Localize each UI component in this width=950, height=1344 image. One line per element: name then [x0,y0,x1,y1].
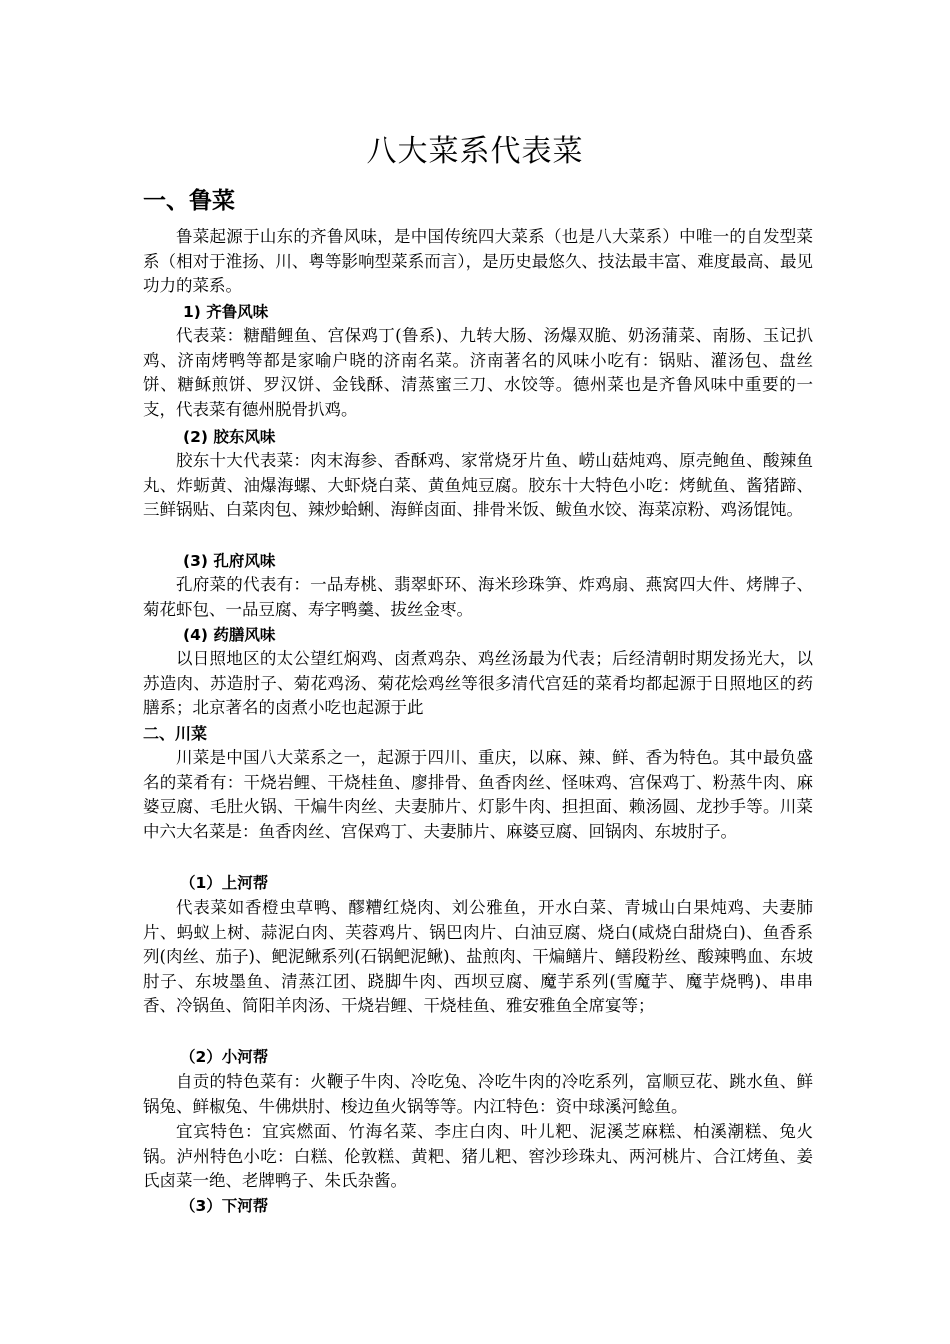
xiaohebang-text-1: 自贡的特色菜有：火鞭子牛肉、冷吃兔、冷吃牛肉的冷吃系列，富顺豆花、跳水鱼、鲜锅兔、鲜椒兔、牛佛烘肘、梭边鱼火锅等等。内江特色：资中球溪河鲶鱼。 [143,1072,813,1116]
kongfu-flavor-text: 孔府菜的代表有：一品寿桃、翡翠虾环、海米珍珠笋、炸鸡扇、燕窝四大件、烤牌子、菊花虾包、一品豆腐、寿字鸭羹、拔丝金枣。 [143,575,813,619]
subheading-xiaohebang: （2）小河帮 [180,1048,269,1066]
xiaohebang-text-2: 宜宾特色：宜宾燃面、竹海名菜、李庄白肉、叶儿粑、泥溪芝麻糕、柏溪潮糕、兔火锅。泸州特色小吃：白糕、伦敦糕、黄粑、猪儿粑、窖沙珍珠丸、两河桃片、合江烤鱼、姜氏卤菜一绝、老牌鸭子、朱氏杂酱。 [143,1122,813,1191]
subheading-yaoshan-flavor: (4) 药膳风味 [183,626,276,644]
shanghebang-text: 代表菜如香橙虫草鸭、醪糟红烧肉、刘公雅鱼，开水白菜、青城山白果炖鸡、夫妻肺片、蚂蚁上树、蒜泥白肉、芙蓉鸡片、锅巴肉片、白油豆腐、烧白(咸烧白甜烧白)、鱼香系列(肉丝、茄子)、鲃泥鳅系列(石锅鲃泥鳅)、盐煎肉、干煸鳝片、鳝段粉丝、酸辣鸭血、东坡肘子、东坡墨鱼、清蒸江团、跷脚牛肉、西坝豆腐、魔芋系列(雪魔芋、魔芋烧鸭)、串串香、冷锅鱼、简阳羊肉汤、干烧岩鲤、干烧桂鱼、雅安雅鱼全席宴等； [143,898,813,1016]
subheading-kongfu-flavor: (3) 孔府风味 [183,552,276,570]
lu-cuisine-intro: 鲁菜起源于山东的齐鲁风味，是中国传统四大菜系（也是八大菜系）中唯一的自发型菜系（相对于淮扬、川、粤等影响型菜系而言），是历史最悠久、技法最丰富、难度最高、最见功力的菜系。 [143,227,813,296]
yaoshan-flavor-text: 以日照地区的太公望红焖鸡、卤煮鸡杂、鸡丝汤最为代表；后经清朝时期发扬光大，以苏造肉、苏造肘子、菊花鸡汤、菊花烩鸡丝等很多清代宫廷的菜肴均都起源于日照地区的药膳系；北京著名的卤煮小吃也起源于此 [143,649,813,718]
subheading-qilu-flavor: 1) 齐鲁风味 [183,303,269,321]
section-heading-lu-cuisine: 一、鲁菜 [143,188,235,214]
chuan-cuisine-intro: 川菜是中国八大菜系之一，起源于四川、重庆，以麻、辣、鲜、香为特色。其中最负盛名的菜肴有：干烧岩鲤、干烧桂鱼、廖排骨、鱼香肉丝、怪味鸡、宫保鸡丁、粉蒸牛肉、麻婆豆腐、毛肚火锅、干煸牛肉丝、夫妻肺片、灯影牛肉、担担面、赖汤圆、龙抄手等。川菜中六大名菜是：鱼香肉丝、宫保鸡丁、夫妻肺片、麻婆豆腐、回锅肉、东坡肘子。 [143,748,813,841]
section-heading-chuan-cuisine: 二、川菜 [143,724,208,743]
jiaodong-flavor-text: 胶东十大代表菜：肉末海参、香酥鸡、家常烧牙片鱼、崂山菇炖鸡、原壳鲍鱼、酸辣鱼丸、炸蛎黄、油爆海螺、大虾烧白菜、黄鱼炖豆腐。胶东十大特色小吃：烤鱿鱼、酱猪蹄、三鲜锅贴、白菜肉包、辣炒蛤蜊、海鲜卤面、排骨米饭、鲅鱼水饺、海菜凉粉、鸡汤馄饨。 [143,451,813,520]
subheading-xiahebang: （3）下河帮 [180,1197,269,1215]
page-title: 八大菜系代表菜 [366,134,584,169]
subheading-shanghebang: （1）上河帮 [180,874,269,892]
subheading-jiaodong-flavor: (2) 胶东风味 [183,428,276,446]
qilu-flavor-text: 代表菜：糖醋鲤鱼、宫保鸡丁(鲁系)、九转大肠、汤爆双脆、奶汤蒲菜、南肠、玉记扒鸡、济南烤鸭等都是家喻户晓的济南名菜。济南著名的风味小吃有：锅贴、灌汤包、盘丝饼、糖稣煎饼、罗汉饼、金钱酥、清蒸蜜三刀、水饺等。德州菜也是齐鲁风味中重要的一支，代表菜有德州脱骨扒鸡。 [143,326,813,419]
